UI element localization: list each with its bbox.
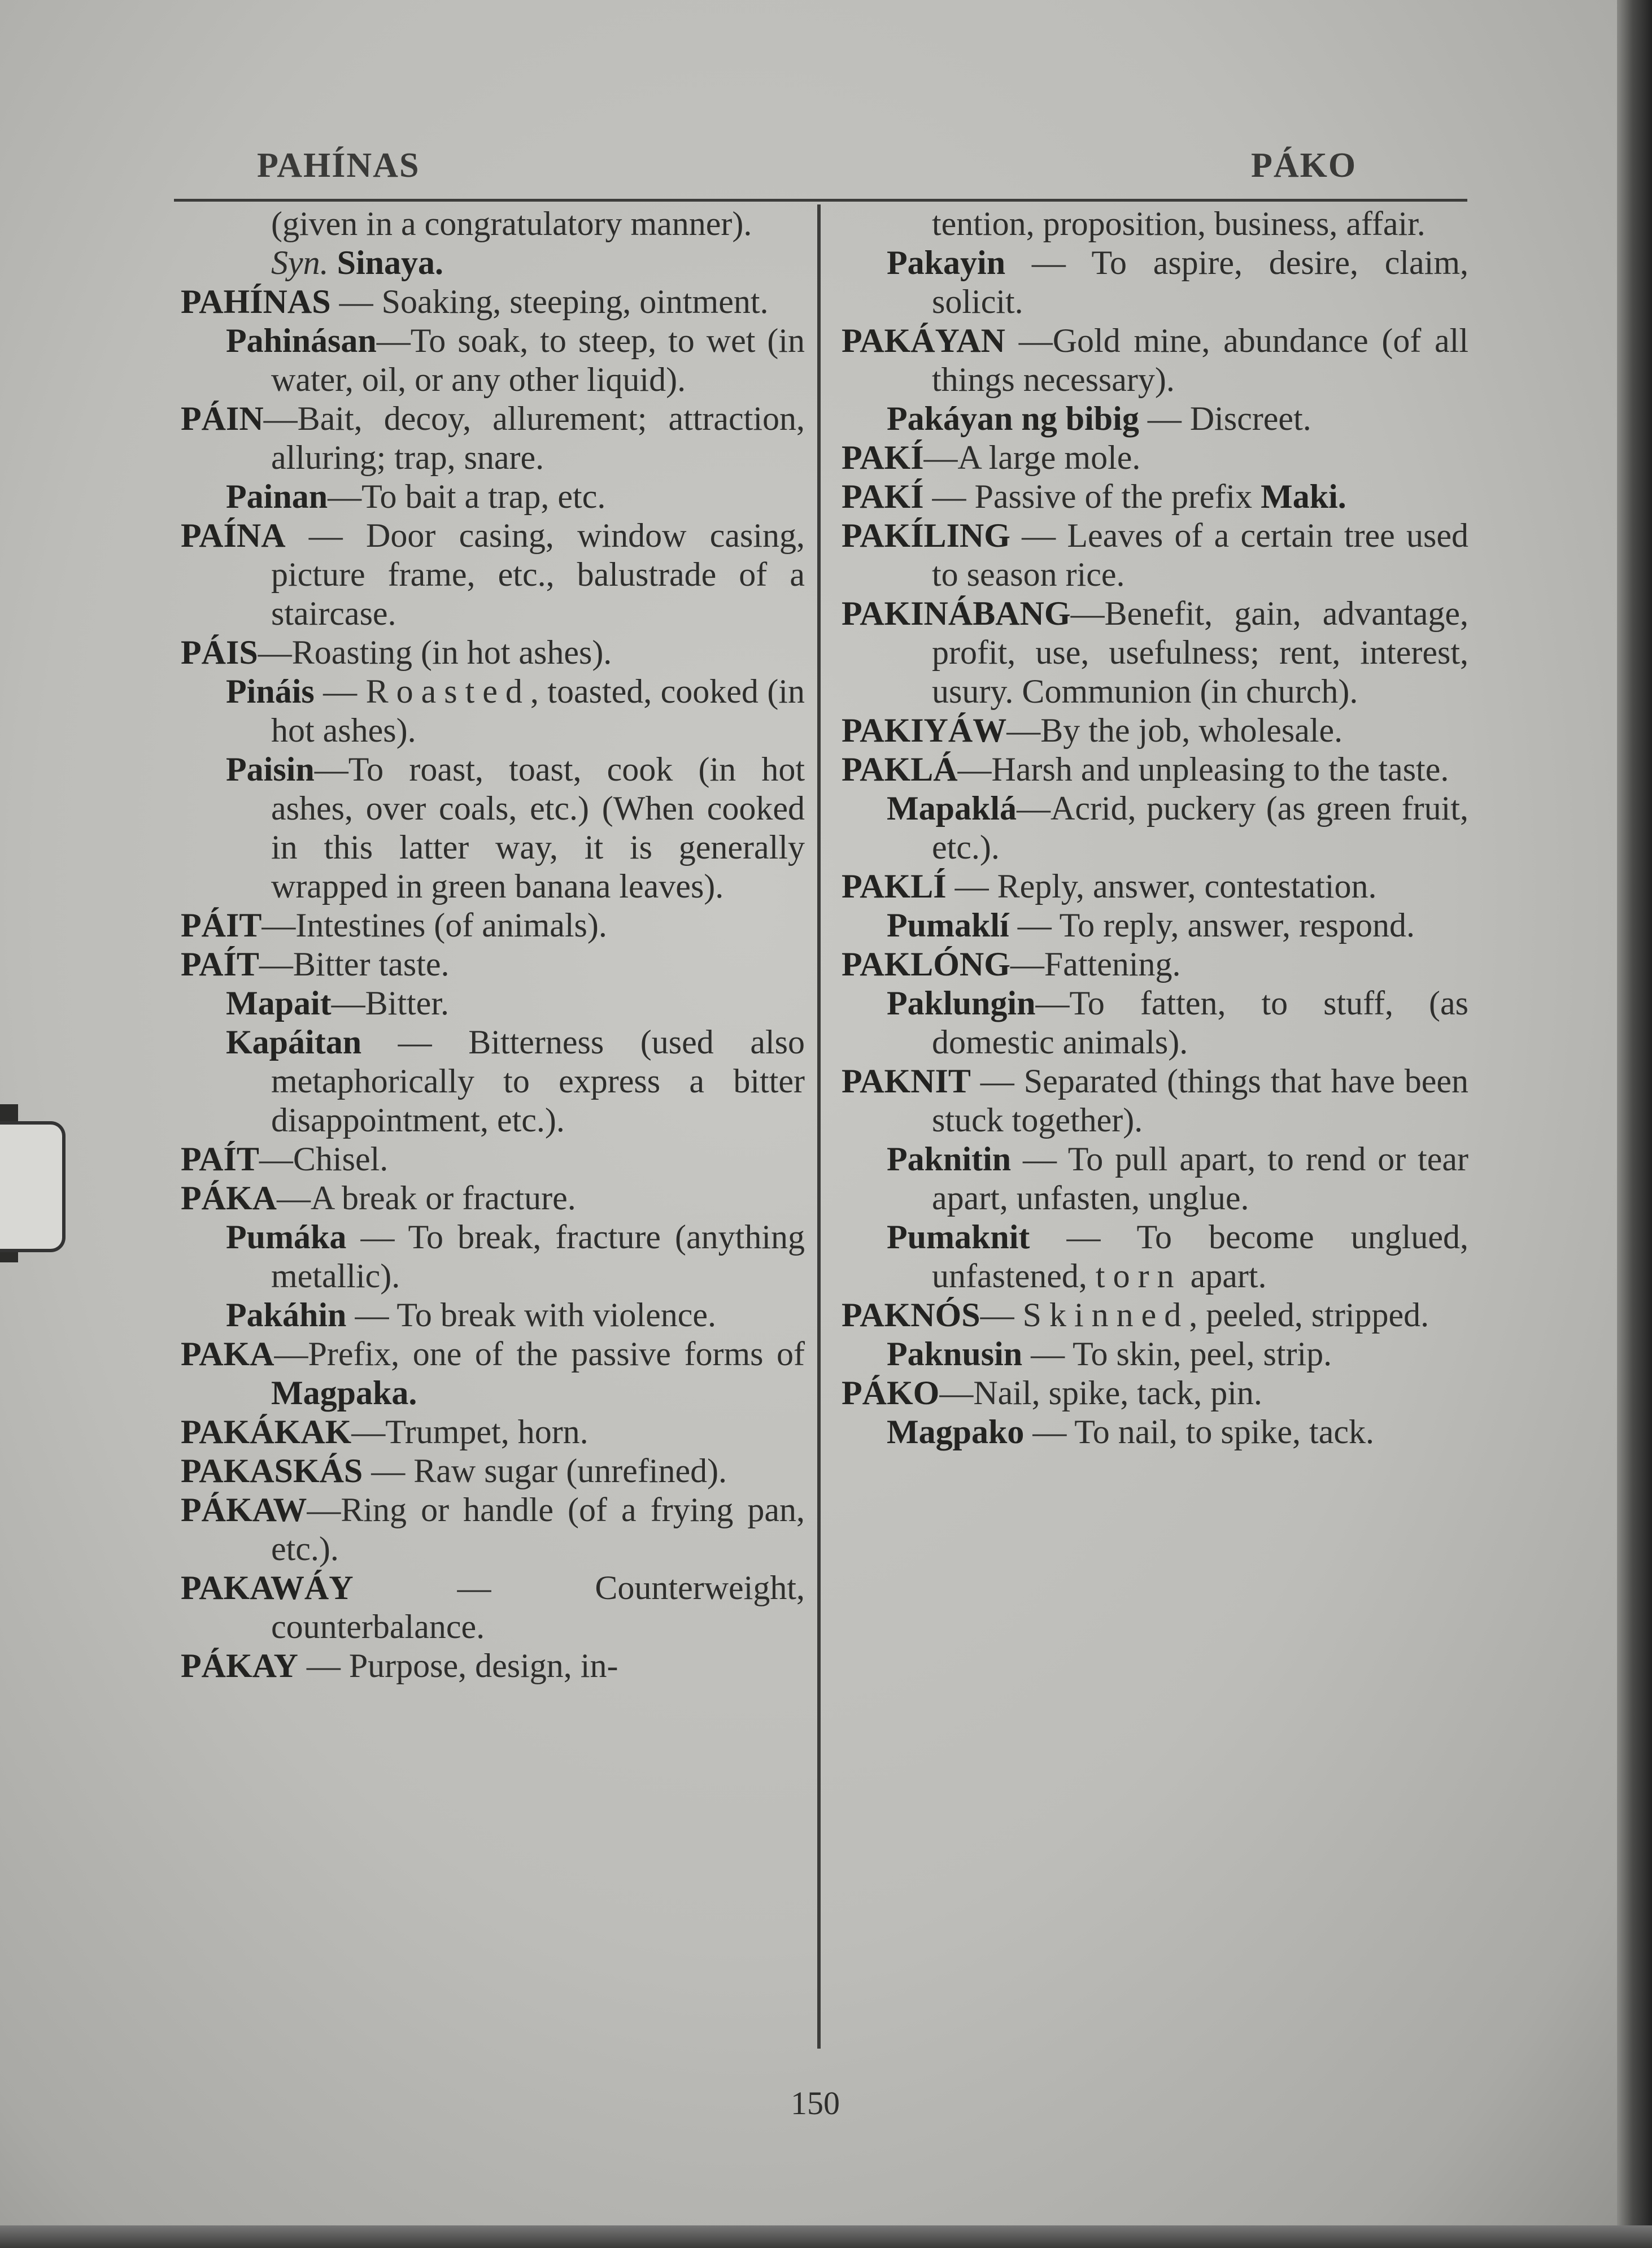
entry-kapaitan: Kapáitan — Bitterness (used also metaphorically to express a bitter disappointment, etc.). bbox=[226, 1023, 805, 1139]
page-bottom-edge bbox=[0, 2225, 1652, 2248]
entry-pahinas: PAHÍNAS — Soaking, steeping, ointment. bbox=[181, 283, 769, 320]
entry-pait-bitter: PAÍT—Bitter taste. bbox=[181, 946, 450, 983]
entry-pakayin: Pakayin — To aspire, desire, claim, solicit. bbox=[887, 244, 1468, 320]
entry-magpako: Magpako — To nail, to spike, tack. bbox=[887, 1413, 1374, 1450]
entry-paknos: PAKNÓS— Skinned, peeled, stripped. bbox=[842, 1296, 1429, 1334]
entry-pakaskas: PAKASKÁS — Raw sugar (unrefined). bbox=[181, 1452, 727, 1489]
entry-pait-chisel: PAÍT—Chisel. bbox=[181, 1140, 389, 1178]
entry-pakayan-ng-bibig: Pakáyan ng bibig — Discreet. bbox=[887, 400, 1311, 437]
entry-paki-prefix: PAKÍ — Passive of the prefix Maki. bbox=[842, 478, 1346, 515]
entry-paknitin: Paknitin — To pull apart, to rend or tear apart, unfasten, unglue. bbox=[887, 1140, 1468, 1217]
entry-pait-intestines: PÁIT—Intestines (of animals). bbox=[181, 907, 607, 944]
entry-paklungin: Paklungin—To fatten, to stuff, (as domestic animals). bbox=[887, 984, 1468, 1061]
entry-paklong: PAKLÓNG—Fattening. bbox=[842, 946, 1181, 983]
entry-paka-prefix: PAKA—Prefix, one of the passive forms of Magpaka. bbox=[181, 1335, 805, 1411]
entry-pakaway: PAKAWÁY — Counterweight, counterbalance. bbox=[181, 1569, 805, 1645]
book-spine-edge bbox=[1617, 0, 1652, 2248]
running-head-left: PAHÍNAS bbox=[257, 146, 420, 185]
entry-paknusin: Paknusin — To skin, peel, strip. bbox=[887, 1335, 1332, 1373]
entry-paka-break: PÁKA—A break or fracture. bbox=[181, 1179, 576, 1217]
entry-pahinasan: Pahinásan—To soak, to steep, to wet (in water, oil, or any other liquid). bbox=[226, 322, 805, 398]
entry-paki-mole: PAKÍ—A large mole. bbox=[842, 439, 1141, 476]
entry-mapait: Mapait—Bitter. bbox=[226, 984, 449, 1022]
entry-continuation-right: tention, proposition, business, affair. bbox=[932, 205, 1426, 242]
entry-pakay: PÁKAY — Purpose, design, in- bbox=[181, 1647, 618, 1684]
entry-pain: PÁIN—Bait, decoy, allurement; attraction, alluring; trap, snare. bbox=[181, 400, 805, 476]
entry-pinais: Pináis — Roasted, toasted, cooked (in hot ashes). bbox=[226, 673, 805, 749]
left-column bbox=[181, 204, 805, 1685]
entry-pumakli: Pumaklí — To reply, answer, respond. bbox=[887, 907, 1415, 944]
entry-pumaka: Pumáka — To break, fracture (anything metallic). bbox=[226, 1218, 805, 1295]
right-column bbox=[842, 204, 1468, 1452]
entry-paisin: Paisin—To roast, toast, cook (in hot ashes, over coals, etc.) (When cooked in this latter way, it is generally wrapped in green banana leaves). bbox=[226, 751, 805, 905]
running-head-right: PÁKO bbox=[1251, 146, 1357, 185]
column-divider bbox=[817, 204, 821, 2049]
entry-pakiling: PAKÍLING — Leaves of a certain tree used to season rice. bbox=[842, 517, 1468, 593]
entry-pakakak: PAKÁKAK—Trumpet, horn. bbox=[181, 1413, 589, 1450]
entry-synonym: Syn. Sinaya. bbox=[271, 244, 444, 281]
entry-pakaw: PÁKAW—Ring or handle (of a frying pan, etc.). bbox=[181, 1491, 805, 1567]
entry-mapakla: Mapaklá—Acrid, puckery (as green fruit, etc.). bbox=[887, 790, 1468, 866]
bookmark-tab bbox=[0, 1121, 66, 1252]
entry-pakla: PAKLÁ—Harsh and unpleasing to the taste. bbox=[842, 751, 1449, 788]
entry-pakahin: Pakáhin — To break with violence. bbox=[226, 1296, 716, 1334]
page-number: 150 bbox=[791, 2085, 840, 2121]
entry-paina: PAÍNA — Door casing, window casing, picture frame, etc., balustrade of a staircase. bbox=[181, 517, 805, 632]
entry-pako: PÁKO—Nail, spike, tack, pin. bbox=[842, 1374, 1262, 1411]
entry-paknit: PAKNIT — Separated (things that have been stuck together). bbox=[842, 1062, 1468, 1139]
entry-pakinabang: PAKINÁBANG—Benefit, gain, advantage, profit, use, usefulness; rent, interest, usury. Communion (in church). bbox=[842, 595, 1468, 710]
entry-painan: Painan—To bait a trap, etc. bbox=[226, 478, 606, 515]
entry-continuation: (given in a congratulatory manner). bbox=[271, 205, 752, 242]
entry-pakiyaw: PAKIYÁW—By the job, wholesale. bbox=[842, 712, 1343, 749]
entry-pakli: PAKLÍ — Reply, answer, contestation. bbox=[842, 868, 1377, 905]
entry-pumaknit: Pumaknit — To become unglued, unfastened, torn apart. bbox=[887, 1218, 1468, 1295]
entry-pakayan: PAKÁYAN —Gold mine, abundance (of all things necessary). bbox=[842, 322, 1468, 398]
header-rule bbox=[174, 199, 1467, 202]
entry-pais: PÁIS—Roasting (in hot ashes). bbox=[181, 634, 612, 671]
